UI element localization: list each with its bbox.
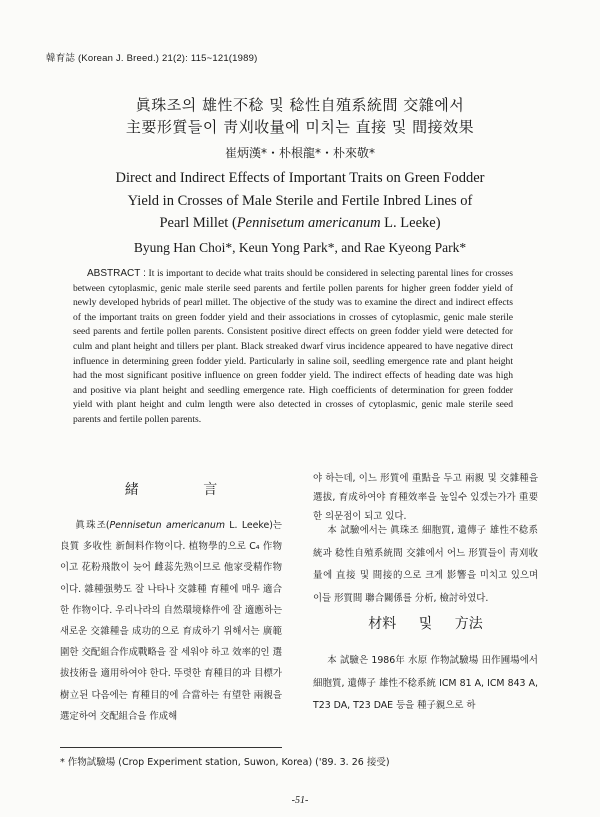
english-title-line-3-c: L. Leeke) <box>380 215 441 231</box>
english-title-line-2: Yield in Crosses of Male Sterile and Fertile Inbred Lines of <box>127 193 473 209</box>
species-name: Pennisetum americanum <box>236 215 381 231</box>
korean-title-line-1: 眞珠조의 雄性不稔 및 稔性自殖系統間 交雜에서 <box>135 96 465 114</box>
intro-paragraph <box>60 515 282 727</box>
right-paragraph-2-text: 本 試驗에서는 眞珠조 細胞質, 遺傳子 雄性不稔系統과 稔性自殖系統間 交雜에서 어느 形質들이 靑刈收量에 直接 및 間接的으로 크게 影響을 미치고 있으며 이들 形質間 聯合關係를 分析, 檢討하였다. <box>313 525 538 604</box>
korean-authors: 崔炳漢*・朴根龍*・朴來敬* <box>224 146 375 160</box>
right-paragraph-2 <box>313 520 538 610</box>
abstract-text: It is important to decide what traits should be considered in selecting parental lines for crosses between cytoplasmic, genic male sterile seed parents and fertile pollen parents for higher green fodder yield of newly developed hybrids of pearl millet. The objective of the study was to examine the direct and indirect effects of the important traits on green fodder yield and their associations in crosses of cytoplasmic, genic male sterile seed parents and fertile pollen parents. Consistent positive direct effects on green fodder yield were detected for culm and plant height and tillers per plant. Black streaked dwarf virus incidence appeared to have negative direct influence in determining green fodder yield. Particularly in saline soil, seedling emergence rate and plant height had the most significant positive influence on green fodder yield. The indirect effects of heading date was high and positive via plant height and seedling emergence rate. High coefficients of determination for green fodder yield with plant height and culm length were also detected in crosses of cytoplasmic, genic male sterile seed parents and fertile pollen parents. <box>73 268 513 425</box>
footnote: * 作物試驗場 (Crop Experiment station, Suwon, Korea) ('89. 3. 26 接受) <box>60 757 390 768</box>
intro-text-c: L. Leeke)는 良質 多收性 新飼料作物이다. 植物學的으로 C₄ 作物이고 花粉飛散이 늦어 雌蕊先熟이므로 他家受精作物이다. 雜種强勢도 잘 나타나 交雜種 育種에 매우 適合한 作物이다. 우리나라의 自然環境條件에 잘 適應하는 새로운 交雜種을 成功的으로 育成하기 위해서는 廣範圍한 交配組合作成戰略을 잘 세워야 하고 效率的인 選拔技術을 適用하여야 한다. 뚜렷한 育種目的과 目標가 樹立된 다음에는 育種目的에 合當하는 有望한 兩親을 選定하여 交配組合을 作成해 <box>60 520 282 722</box>
right-paragraph-3-text: 本 試驗은 1986年 水原 作物試驗場 田作圃場에서 細胞質, 遺傳子 雄性不稔系統 ICM 81 A, ICM 843 A, T23 DA, T23 DAE 등을 種子親으로 하 <box>313 655 538 711</box>
intro-heading: 緒 言 <box>124 482 248 498</box>
english-title-line-3 <box>60 212 540 235</box>
page-number: -51- <box>291 795 309 806</box>
english-title-line-3-a: Pearl Millet ( <box>159 215 237 231</box>
right-paragraph-3 <box>313 650 538 718</box>
abstract <box>73 267 513 428</box>
intro-species-name: Pennisetun americanum <box>109 520 225 531</box>
abstract-label: ABSTRACT : <box>87 268 146 279</box>
korean-title-line-2: 主要形質들이 靑刈收量에 미치는 直接 및 間接效果 <box>125 118 475 136</box>
footnote-rule <box>60 747 282 748</box>
journal-citation: 韓育誌 (Korean J. Breed.) 21(2): 115~121(1989) <box>46 53 258 64</box>
right-paragraph-1: 야 하는데, 이느 形質에 重點을 두고 兩親 및 交雜種을 選拔, 育成하여야 育種效率을 높일수 있겠는가가 重要한 의문점이 되고 있다. <box>313 473 538 522</box>
intro-text-a: 眞珠조( <box>74 520 110 531</box>
english-authors: Byung Han Choi*, Keun Yong Park*, and Rae Kyeong Park* <box>133 240 467 255</box>
english-title-line-1: Direct and Indirect Effects of Important Traits on Green Fodder <box>115 170 485 186</box>
materials-heading: 材料 및 方法 <box>368 616 483 632</box>
